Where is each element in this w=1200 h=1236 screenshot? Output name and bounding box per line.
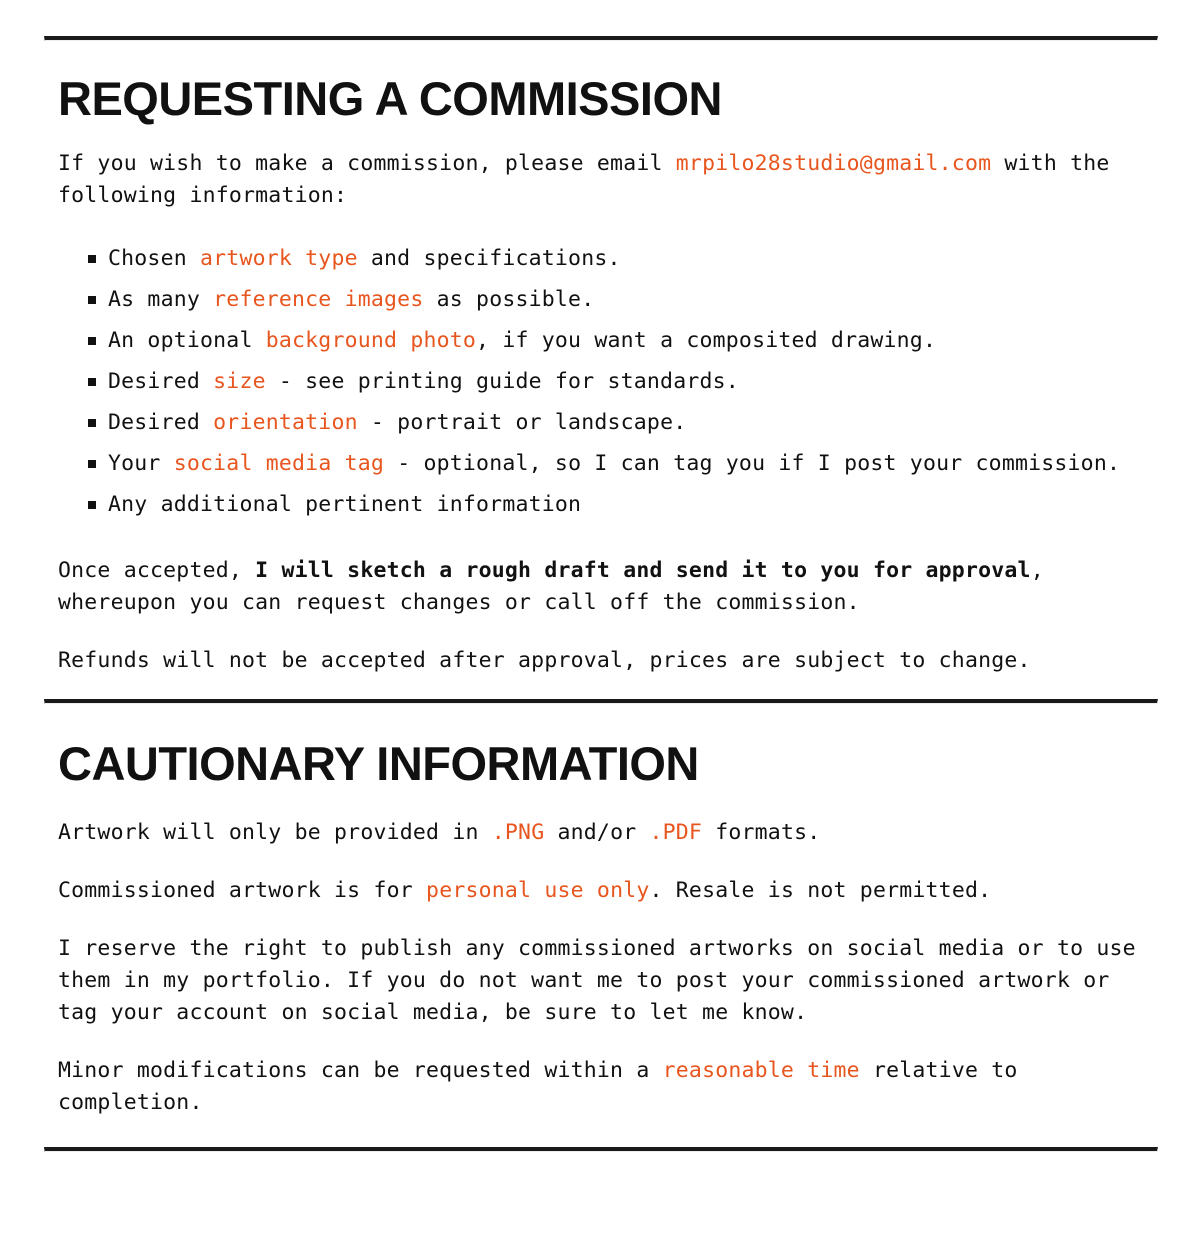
list-item [88,443,1142,484]
section-requesting-a-commission [44,71,1156,677]
divider-middle [44,699,1158,704]
item-highlight: orientation [213,410,358,435]
list-item [88,361,1142,402]
paragraph-spacer [58,1047,1142,1055]
formats-pre: Artwork will only be provided in [58,820,492,845]
item-post: , if you want a composited drawing. [476,328,937,353]
item-pre: Desired [108,410,214,435]
item-post: as possible. [423,287,595,312]
paragraph-spacer [58,637,1142,645]
modifications-post: relative to completion. [58,1058,1018,1115]
personal-use-paragraph [58,875,1142,907]
item-pre: As many [108,287,214,312]
requirements-list [58,238,1142,525]
item-pre: Chosen [108,246,201,271]
format-pdf: .PDF [649,820,703,845]
item-highlight: size [213,369,266,394]
item-pre: Any additional pertinent information [108,492,582,517]
item-pre: Your [108,451,174,476]
item-post: - see printing guide for standards. [265,369,739,394]
personal-post: . Resale is not permitted. [649,878,992,903]
intro-suffix: with the following information: [58,151,1110,208]
personal-use-highlight: personal use only [426,878,650,903]
item-highlight: artwork type [200,246,358,271]
approval-post: , whereupon you can request changes or call off the commission. [58,558,1044,615]
list-item [88,320,1142,361]
divider-bottom [44,1147,1158,1152]
item-highlight: social media tag [173,451,385,476]
approval-pre: Once accepted, [58,558,256,583]
paragraph-spacer [58,925,1142,933]
formats-post: formats. [702,820,821,845]
item-post: and specifications. [357,246,621,271]
list-item [88,484,1142,525]
item-pre: An optional [108,328,266,353]
approval-emphasis: I will sketch a rough draft and send it to you for approval [255,558,1031,583]
paragraph-spacer [58,867,1142,875]
list-item [88,279,1142,320]
contact-email[interactable]: mrpilo28studio@gmail.com [675,151,992,176]
list-item [88,402,1142,443]
item-post: - portrait or landscape. [357,410,687,435]
modifications-paragraph [58,1055,1142,1119]
personal-pre: Commissioned artwork is for [58,878,427,903]
item-post: - optional, so I can tag you if I post your commission. [384,451,1121,476]
section-cautionary-information [44,736,1156,1119]
list-item [88,238,1142,279]
item-pre: Desired [108,369,214,394]
divider-top [44,36,1158,41]
reasonable-time-highlight: reasonable time [662,1058,860,1083]
document-page [0,36,1200,1236]
item-highlight: background photo [265,328,477,353]
modifications-pre: Minor modifications can be requested within a [58,1058,663,1083]
item-highlight: reference images [213,287,424,312]
intro-prefix: If you wish to make a commission, please email [58,151,676,176]
format-png: .PNG [491,820,545,845]
formats-mid: and/or [544,820,650,845]
approval-paragraph [58,555,1142,619]
publish-rights-paragraph: I reserve the right to publish any commissioned artworks on social media or to use them in my portfolio. If you do not want me to post your commissioned artwork or tag your account on social media, be sure to let me know. [58,936,1136,1025]
formats-paragraph [58,817,1142,849]
intro-paragraph [58,148,1142,212]
section-title-cautionary: CAUTIONARY INFORMATION [58,737,699,790]
refunds-paragraph: Refunds will not be accepted after approval, prices are subject to change. [58,648,1031,673]
page-title: REQUESTING A COMMISSION [58,72,722,125]
